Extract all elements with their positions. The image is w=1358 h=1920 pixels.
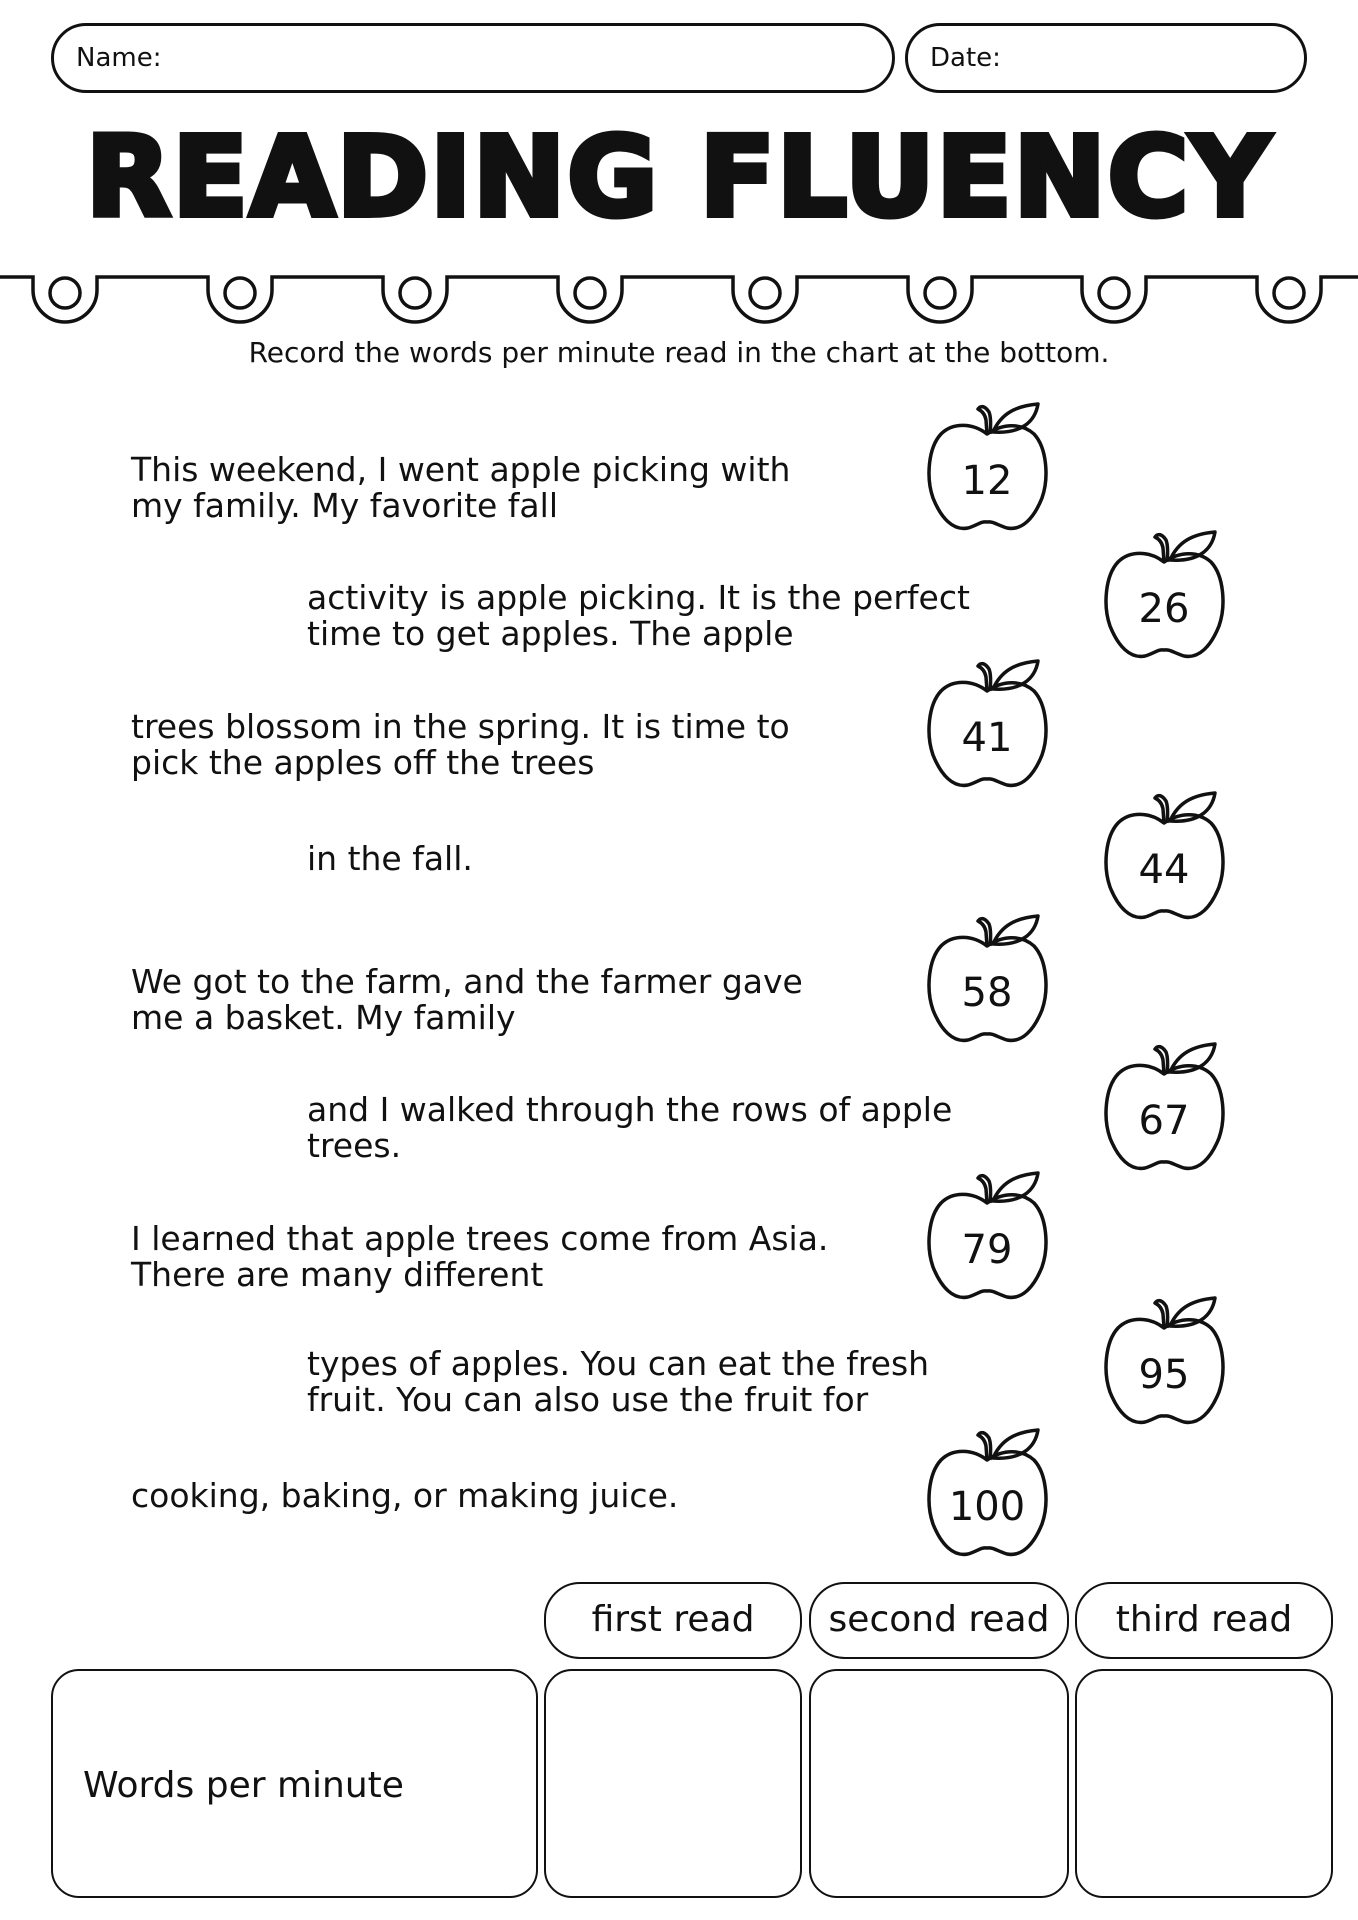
first-read-input[interactable] xyxy=(544,1669,802,1898)
passage-line-group: We got to the farm, and the farmer gave me a basket. My family xyxy=(131,962,803,1037)
apple-word-count xyxy=(1100,520,1228,662)
date-label: Date: xyxy=(930,43,1001,73)
third-read-input[interactable] xyxy=(1075,1669,1333,1898)
passage-line-group: This weekend, I went apple picking with my family. My favorite fall xyxy=(131,450,791,525)
passage-line-group: cooking, baking, or making juice. xyxy=(131,1476,679,1515)
instructions: Record the words per minute read in the chart at the bottom. xyxy=(248,336,1110,369)
name-label: Name: xyxy=(76,43,162,73)
word-count: 26 xyxy=(1138,586,1190,632)
apple-word-count xyxy=(923,1418,1051,1560)
scalloped-divider xyxy=(0,260,1358,330)
apple-word-count xyxy=(1100,1286,1228,1428)
column-header-first-read: first read xyxy=(544,1582,802,1659)
passage-line-group: and I walked through the rows of apple trees. xyxy=(307,1090,953,1165)
column-header-third-read: third read xyxy=(1075,1582,1333,1659)
apple-word-count xyxy=(923,1161,1051,1303)
column-header-second-read: second read xyxy=(809,1582,1069,1659)
word-count: 79 xyxy=(961,1227,1013,1273)
name-field[interactable] xyxy=(51,23,895,93)
word-count: 41 xyxy=(961,715,1013,761)
apple-word-count xyxy=(923,649,1051,791)
word-count: 67 xyxy=(1138,1098,1190,1144)
apple-word-count xyxy=(923,904,1051,1046)
word-count: 12 xyxy=(961,458,1013,504)
apple-word-count xyxy=(1100,1032,1228,1174)
passage-line-group: trees blossom in the spring. It is time to pick the apples off the trees xyxy=(131,707,790,782)
apple-word-count xyxy=(923,392,1051,534)
apple-word-count xyxy=(1100,781,1228,923)
passage-line-group: types of apples. You can eat the fresh fruit. You can also use the fruit for xyxy=(307,1344,930,1419)
word-count: 44 xyxy=(1138,847,1190,893)
page-title: READING FLUENCY xyxy=(85,113,1273,241)
passage-line-group: in the fall. xyxy=(307,839,473,878)
second-read-input[interactable] xyxy=(809,1669,1069,1898)
word-count: 95 xyxy=(1138,1352,1190,1398)
row-label: Words per minute xyxy=(83,1765,404,1806)
date-field[interactable] xyxy=(905,23,1307,93)
word-count: 58 xyxy=(961,970,1013,1016)
word-count: 100 xyxy=(948,1484,1026,1530)
row-label-cell xyxy=(51,1669,538,1898)
passage-line-group: activity is apple picking. It is the perfect time to get apples. The apple xyxy=(307,578,970,653)
passage-line-group: I learned that apple trees come from Asia. There are many different xyxy=(131,1219,829,1294)
